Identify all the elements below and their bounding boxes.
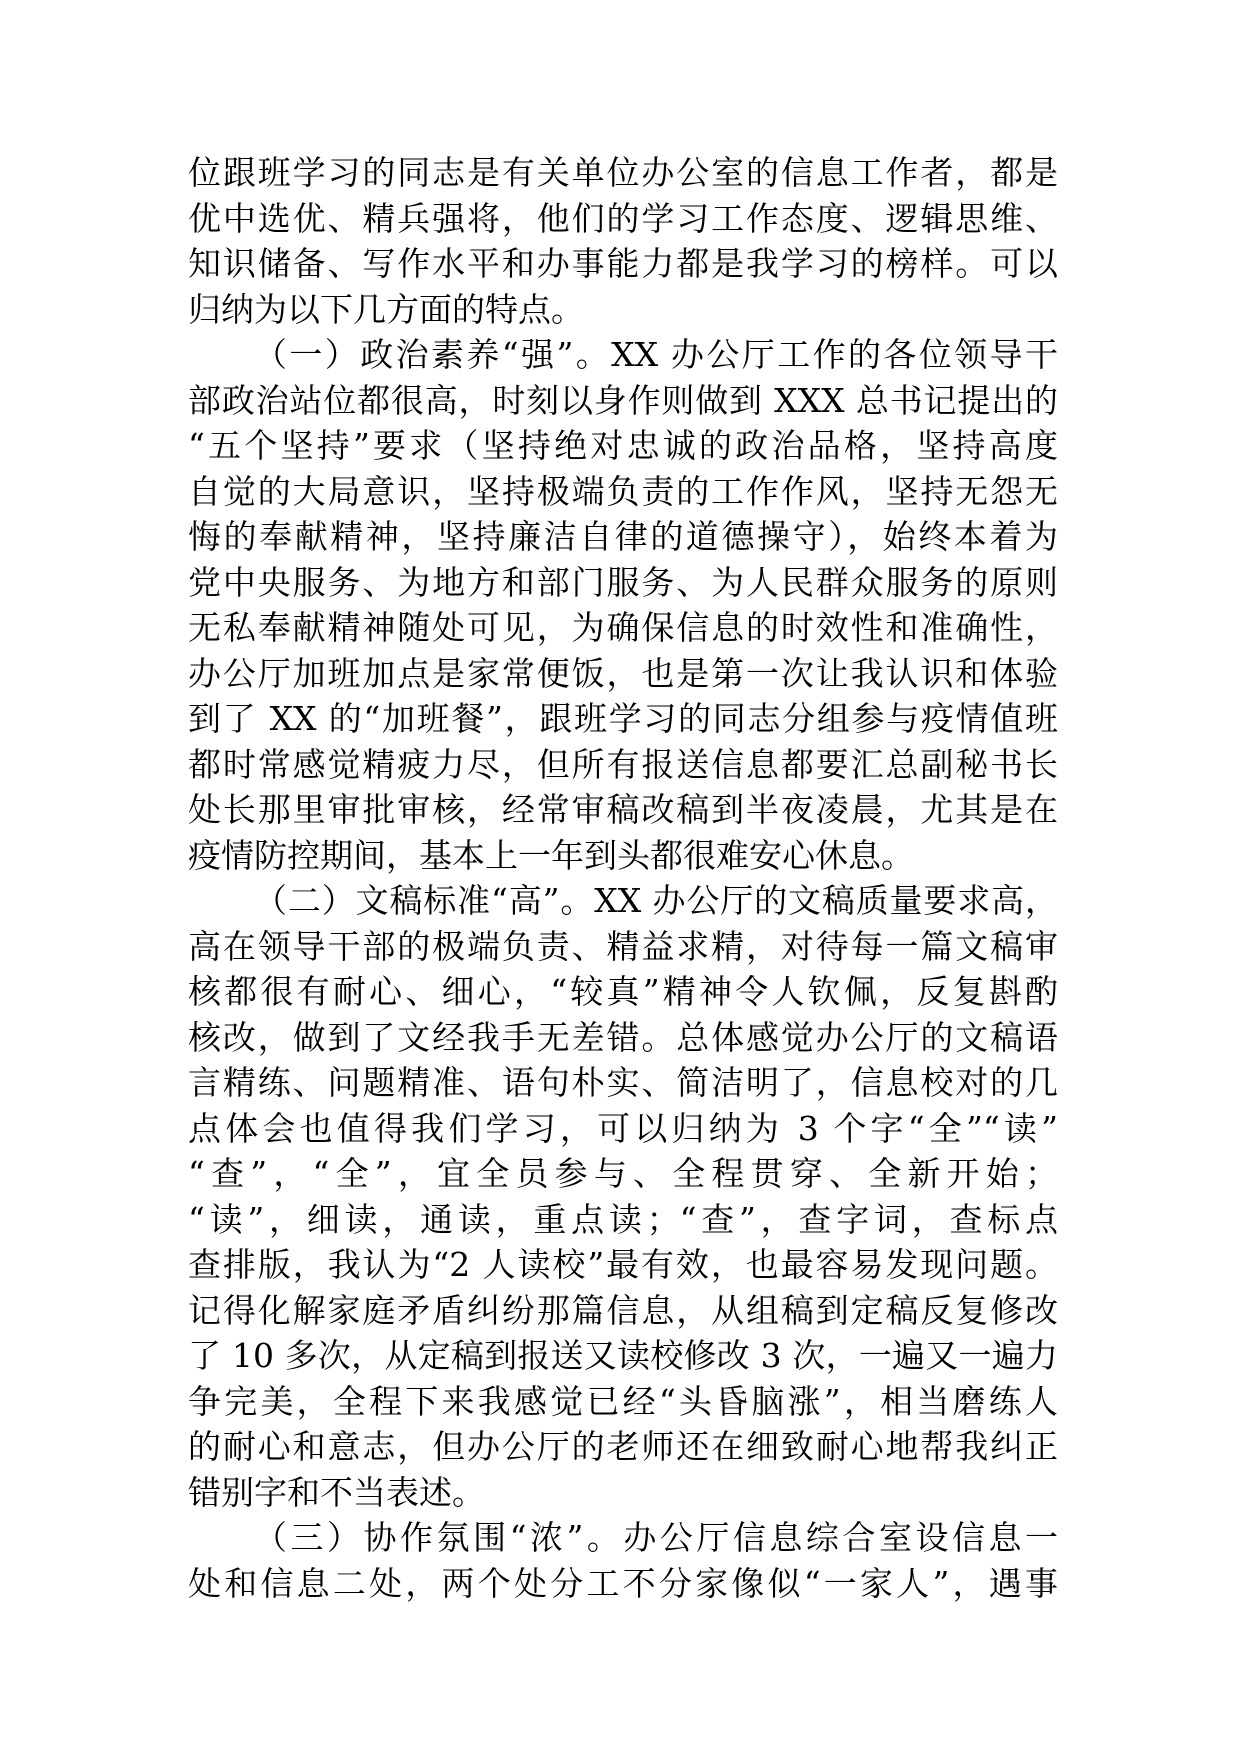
text-line: “五个坚持”要求（坚持绝对忠诚的政治品格，坚持高度 (188, 426, 1058, 465)
text-line: 的耐心和意志，但办公厅的老师还在细致耐心地帮我纠正 (188, 1427, 1058, 1466)
text-line: 疫情防控期间，基本上一年到头都很难安心休息。 (188, 835, 914, 875)
section-heading-line: （一）政治素养“强”。XX 办公厅工作的各位领导干 (254, 335, 1058, 374)
text-line: 核都很有耐心、细心，“较真”精神令人钦佩，反复斟酌 (188, 972, 1058, 1011)
section-heading-line: （二）文稿标准“高”。XX 办公厅的文稿质量要求高， (254, 881, 1058, 920)
text-line: 高在领导干部的极端负责、精益求精，对待每一篇文稿审 (188, 926, 1058, 966)
text-line: 优中选优、精兵强将，他们的学习工作态度、逻辑思维、 (188, 198, 1058, 238)
text-line: 到了 XX 的“加班餐”，跟班学习的同志分组参与疫情值班 (188, 699, 1058, 738)
text-line: 悔的奉献精神，坚持廉洁自律的道德操守），始终本着为 (188, 517, 1058, 556)
text-line: 处和信息二处，两个处分工不分家像似“一家人”，遇事 (188, 1563, 1058, 1603)
text-line: 了 10 多次，从定稿到报送又读校修改 3 次，一遍又一遍力 (188, 1336, 1058, 1375)
text-line: 处长那里审批审核，经常审稿改稿到半夜凌晨，尤其是在 (188, 790, 1058, 829)
text-line: “查”，“全”，宜全员参与、全程贯穿、全新开始； (188, 1154, 1058, 1193)
text-line: 争完美，全程下来我感觉已经“头昏脑涨”，相当磨练人 (188, 1381, 1058, 1421)
text-line: 知识储备、写作水平和办事能力都是我学习的榜样。可以 (188, 244, 1058, 283)
section-heading-line: （三）协作氛围“浓”。办公厅信息综合室设信息一 (254, 1518, 1058, 1557)
text-line: 党中央服务、为地方和部门服务、为人民群众服务的原则 (188, 562, 1058, 602)
text-line: 位跟班学习的同志是有关单位办公室的信息工作者，都是 (188, 153, 1058, 192)
text-line: 办公厅加班加点是家常便饭，也是第一次让我认识和体验 (188, 653, 1058, 693)
text-line: 自觉的大局意识，坚持极端负责的工作作风，坚持无怨无 (188, 471, 1058, 511)
text-line: “读”，细读，通读，重点读；“查”，查字词，查标点 (188, 1199, 1058, 1239)
text-line: 错别字和不当表述。 (188, 1472, 485, 1512)
text-line: 部政治站位都很高，时刻以身作则做到 XXX 总书记提出的 (188, 380, 1058, 420)
text-line: 核改，做到了文经我手无差错。总体感觉办公厅的文稿语 (188, 1017, 1058, 1057)
document-body (188, 150, 1058, 1606)
text-line: 查排版，我认为“2 人读校”最有效，也最容易发现问题。 (188, 1245, 1058, 1284)
text-line: 点体会也值得我们学习，可以归纳为 3 个字“全”“读” (188, 1108, 1058, 1148)
text-line: 归纳为以下几方面的特点。 (188, 289, 584, 329)
text-line: 都时常感觉精疲力尽，但所有报送信息都要汇总副秘书长 (188, 744, 1058, 784)
text-line: 无私奉献精神随处可见，为确保信息的时效性和准确性， (188, 608, 1058, 647)
text-line: 言精练、问题精准、语句朴实、简洁明了，信息校对的几 (188, 1063, 1058, 1102)
text-line: 记得化解家庭矛盾纠纷那篇信息，从组稿到定稿反复修改 (188, 1290, 1058, 1330)
